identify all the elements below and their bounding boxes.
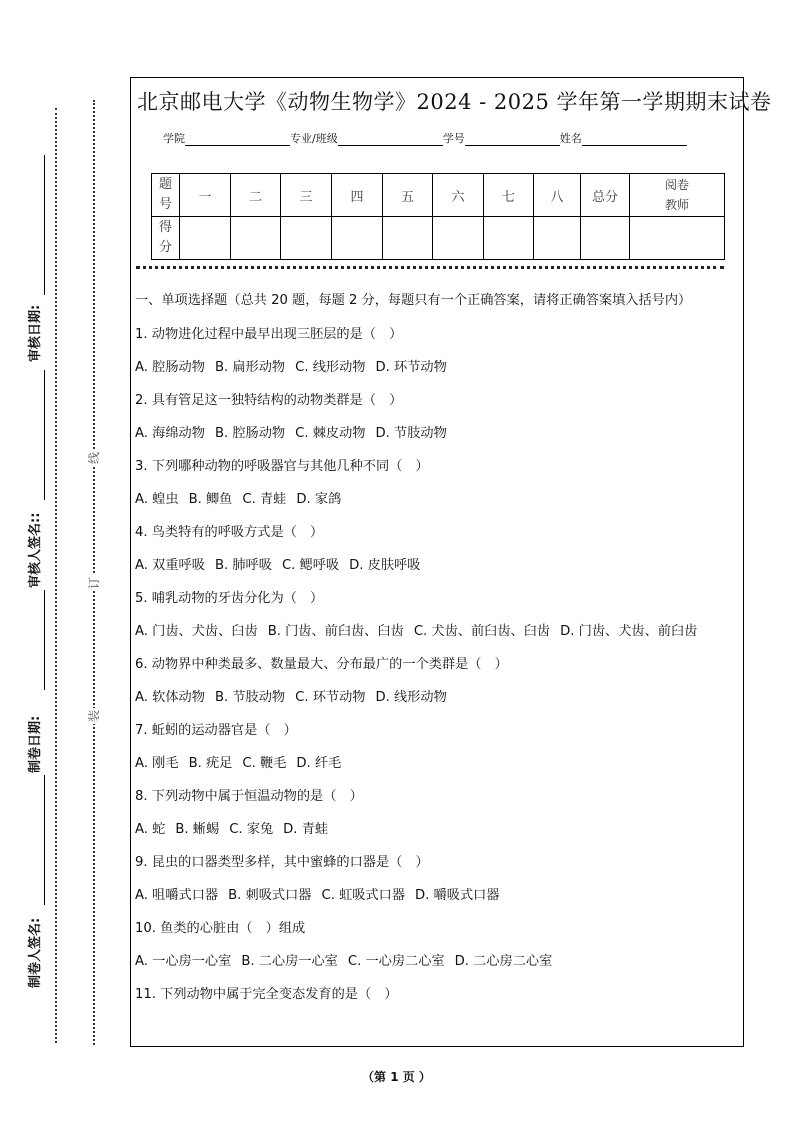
col-7: 七 xyxy=(484,174,534,217)
question-stem: 11. 下列动物中属于完全变态发育的是（ ） xyxy=(135,987,398,1002)
option-d: D. 线形动物 xyxy=(375,690,447,705)
option-a: A. 咀嚼式口器 xyxy=(135,888,219,903)
question-options xyxy=(135,820,737,840)
question-options xyxy=(135,886,737,906)
page-number: （第 1 页 ） xyxy=(362,1070,431,1084)
student-id-label: 学号 xyxy=(442,132,465,145)
option-a: A. 蝗虫 xyxy=(135,492,179,507)
section-heading: 一、单项选择题（总共 20 题，每题 2 分，每题只有一个正确答案，请将正确答案填入括号内） xyxy=(135,293,692,308)
score-cell-8[interactable] xyxy=(534,217,581,260)
maker-date-label: 制卷日期: xyxy=(28,715,43,773)
question-stem: 4. 鸟类特有的呼吸方式是（ ） xyxy=(135,525,324,540)
col-5: 五 xyxy=(383,174,433,217)
option-b: B. 节肢动物 xyxy=(214,690,286,705)
question-stem: 6. 动物界中种类最多、数量最大、分布最广的一个类群是（ ） xyxy=(135,657,508,672)
college-label: 学院 xyxy=(163,132,185,145)
section-separator xyxy=(136,266,724,269)
question-stem: 5. 哺乳动物的牙齿分化为（ ） xyxy=(135,591,324,606)
question-stem: 7. 蚯蚓的运动器官是（ ） xyxy=(135,723,297,738)
binding-dotted-line-outer xyxy=(55,108,57,1043)
question-stem: 10. 鱼类的心脏由（ ）组成 xyxy=(135,921,306,936)
score-head: 得 分 xyxy=(152,217,180,260)
question-stem: 1. 动物进化过程中最早出现三胚层的是（ ） xyxy=(135,327,403,342)
score-cell-6[interactable] xyxy=(433,217,484,260)
col-8: 八 xyxy=(534,174,581,217)
reviewer-sign-label: 审核人签名:: xyxy=(28,512,43,588)
option-c: C. 环节动物 xyxy=(295,690,366,705)
option-d: D. 节肢动物 xyxy=(375,426,447,441)
option-b: B. 疣足 xyxy=(188,756,233,771)
option-d: D. 青蛙 xyxy=(283,822,329,837)
score-table xyxy=(151,173,725,260)
score-cell-3[interactable] xyxy=(281,217,332,260)
question-stem: 9. 昆虫的口器类型多样，其中蜜蜂的口器是（ ） xyxy=(135,855,429,870)
option-a: A. 软体动物 xyxy=(135,690,205,705)
score-cell-1[interactable] xyxy=(180,217,231,260)
option-b: B. 蜥蜴 xyxy=(175,822,220,837)
binding-word-line: 线 xyxy=(87,452,101,465)
student-id-field[interactable] xyxy=(465,131,560,146)
question-stem: 8. 下列动物中属于恒温动物的是（ ） xyxy=(135,789,363,804)
question-number-head: 题 号 xyxy=(152,174,180,217)
option-a: A. 海绵动物 xyxy=(135,426,205,441)
question-content xyxy=(135,290,737,1018)
option-c: C. 犬齿、前臼齿、臼齿 xyxy=(413,624,551,639)
option-a: A. 蛇 xyxy=(135,822,166,837)
option-b: B. 鲫鱼 xyxy=(188,492,233,507)
option-a: A. 双重呼吸 xyxy=(135,558,205,573)
option-a: A. 腔肠动物 xyxy=(135,360,205,375)
col-4: 四 xyxy=(332,174,383,217)
option-d: D. 二心房二心室 xyxy=(454,954,553,969)
option-a: A. 刚毛 xyxy=(135,756,179,771)
exam-title: 北京邮电大学《动物生物学》2024 - 2025 学年第一学期期末试卷 xyxy=(137,90,772,114)
option-c: C. 棘皮动物 xyxy=(295,426,366,441)
question-options xyxy=(135,622,737,642)
major-class-label: 专业/班级 xyxy=(290,132,338,145)
question-options xyxy=(135,424,737,444)
question-options xyxy=(135,688,737,708)
student-info-row xyxy=(163,130,687,146)
maker-date-line[interactable] xyxy=(44,775,45,905)
option-b: B. 腔肠动物 xyxy=(214,426,286,441)
name-field[interactable] xyxy=(582,131,687,146)
option-d: D. 纤毛 xyxy=(296,756,342,771)
col-grader xyxy=(630,174,725,217)
question-options xyxy=(135,556,737,576)
option-c: C. 家兔 xyxy=(229,822,274,837)
option-d: D. 门齿、犬齿、前臼齿 xyxy=(560,624,698,639)
option-b: B. 肺呼吸 xyxy=(214,558,272,573)
reviewer-sign-line[interactable] xyxy=(44,590,45,690)
maker-sign-label: 制卷人签名: xyxy=(28,917,43,988)
option-c: C. 一心房二心室 xyxy=(347,954,445,969)
binding-dotted-line-inner xyxy=(93,100,95,1045)
option-c: C. 鳃呼吸 xyxy=(281,558,340,573)
reviewer-date-label: 审核日期: xyxy=(28,304,43,362)
binding-word-mount: 装 xyxy=(87,710,101,723)
option-b: B. 刺吸式口器 xyxy=(228,888,312,903)
binding-word-bind: 订 xyxy=(87,577,101,590)
score-table-score-row xyxy=(152,217,725,260)
col-1: 一 xyxy=(180,174,231,217)
question-options xyxy=(135,754,737,774)
option-a: A. 一心房一心室 xyxy=(135,954,232,969)
option-d: D. 嚼吸式口器 xyxy=(415,888,500,903)
question-list xyxy=(135,325,737,1005)
score-cell-2[interactable] xyxy=(231,217,281,260)
col-total: 总分 xyxy=(581,174,630,217)
option-b: B. 二心房一心室 xyxy=(241,954,338,969)
option-c: C. 鞭毛 xyxy=(242,756,287,771)
score-cell-total[interactable] xyxy=(581,217,630,260)
question-options xyxy=(135,490,737,510)
score-cell-5[interactable] xyxy=(383,217,433,260)
score-cell-7[interactable] xyxy=(484,217,534,260)
col-3: 三 xyxy=(281,174,332,217)
name-label: 姓名 xyxy=(559,132,582,145)
option-d: D. 家鸽 xyxy=(296,492,342,507)
score-cell-4[interactable] xyxy=(332,217,383,260)
major-class-field[interactable] xyxy=(338,131,443,146)
question-stem: 2. 具有管足这一独特结构的动物类群是（ ） xyxy=(135,393,403,408)
col-2: 二 xyxy=(231,174,281,217)
option-c: C. 青蛙 xyxy=(242,492,287,507)
grader-line-2: 教师 xyxy=(664,198,689,212)
question-options xyxy=(135,358,737,378)
option-c: C. 线形动物 xyxy=(295,360,366,375)
option-b: B. 门齿、前臼齿、臼齿 xyxy=(267,624,404,639)
option-c: C. 虹吸式口器 xyxy=(321,888,406,903)
option-b: B. 扁形动物 xyxy=(214,360,286,375)
grader-line-1: 阅卷 xyxy=(664,178,689,192)
score-cell-grader[interactable] xyxy=(630,217,725,260)
option-d: D. 皮肤呼吸 xyxy=(349,558,421,573)
question-stem: 3. 下列哪种动物的呼吸器官与其他几种不同（ ） xyxy=(135,459,429,474)
reviewer-sign-line-upper xyxy=(44,370,45,500)
option-d: D. 环节动物 xyxy=(375,360,447,375)
reviewer-date-line[interactable] xyxy=(44,155,45,295)
college-field[interactable] xyxy=(185,131,290,146)
question-options xyxy=(135,952,737,972)
col-6: 六 xyxy=(433,174,484,217)
option-a: A. 门齿、犬齿、臼齿 xyxy=(135,624,258,639)
score-table-header-row xyxy=(152,174,725,217)
